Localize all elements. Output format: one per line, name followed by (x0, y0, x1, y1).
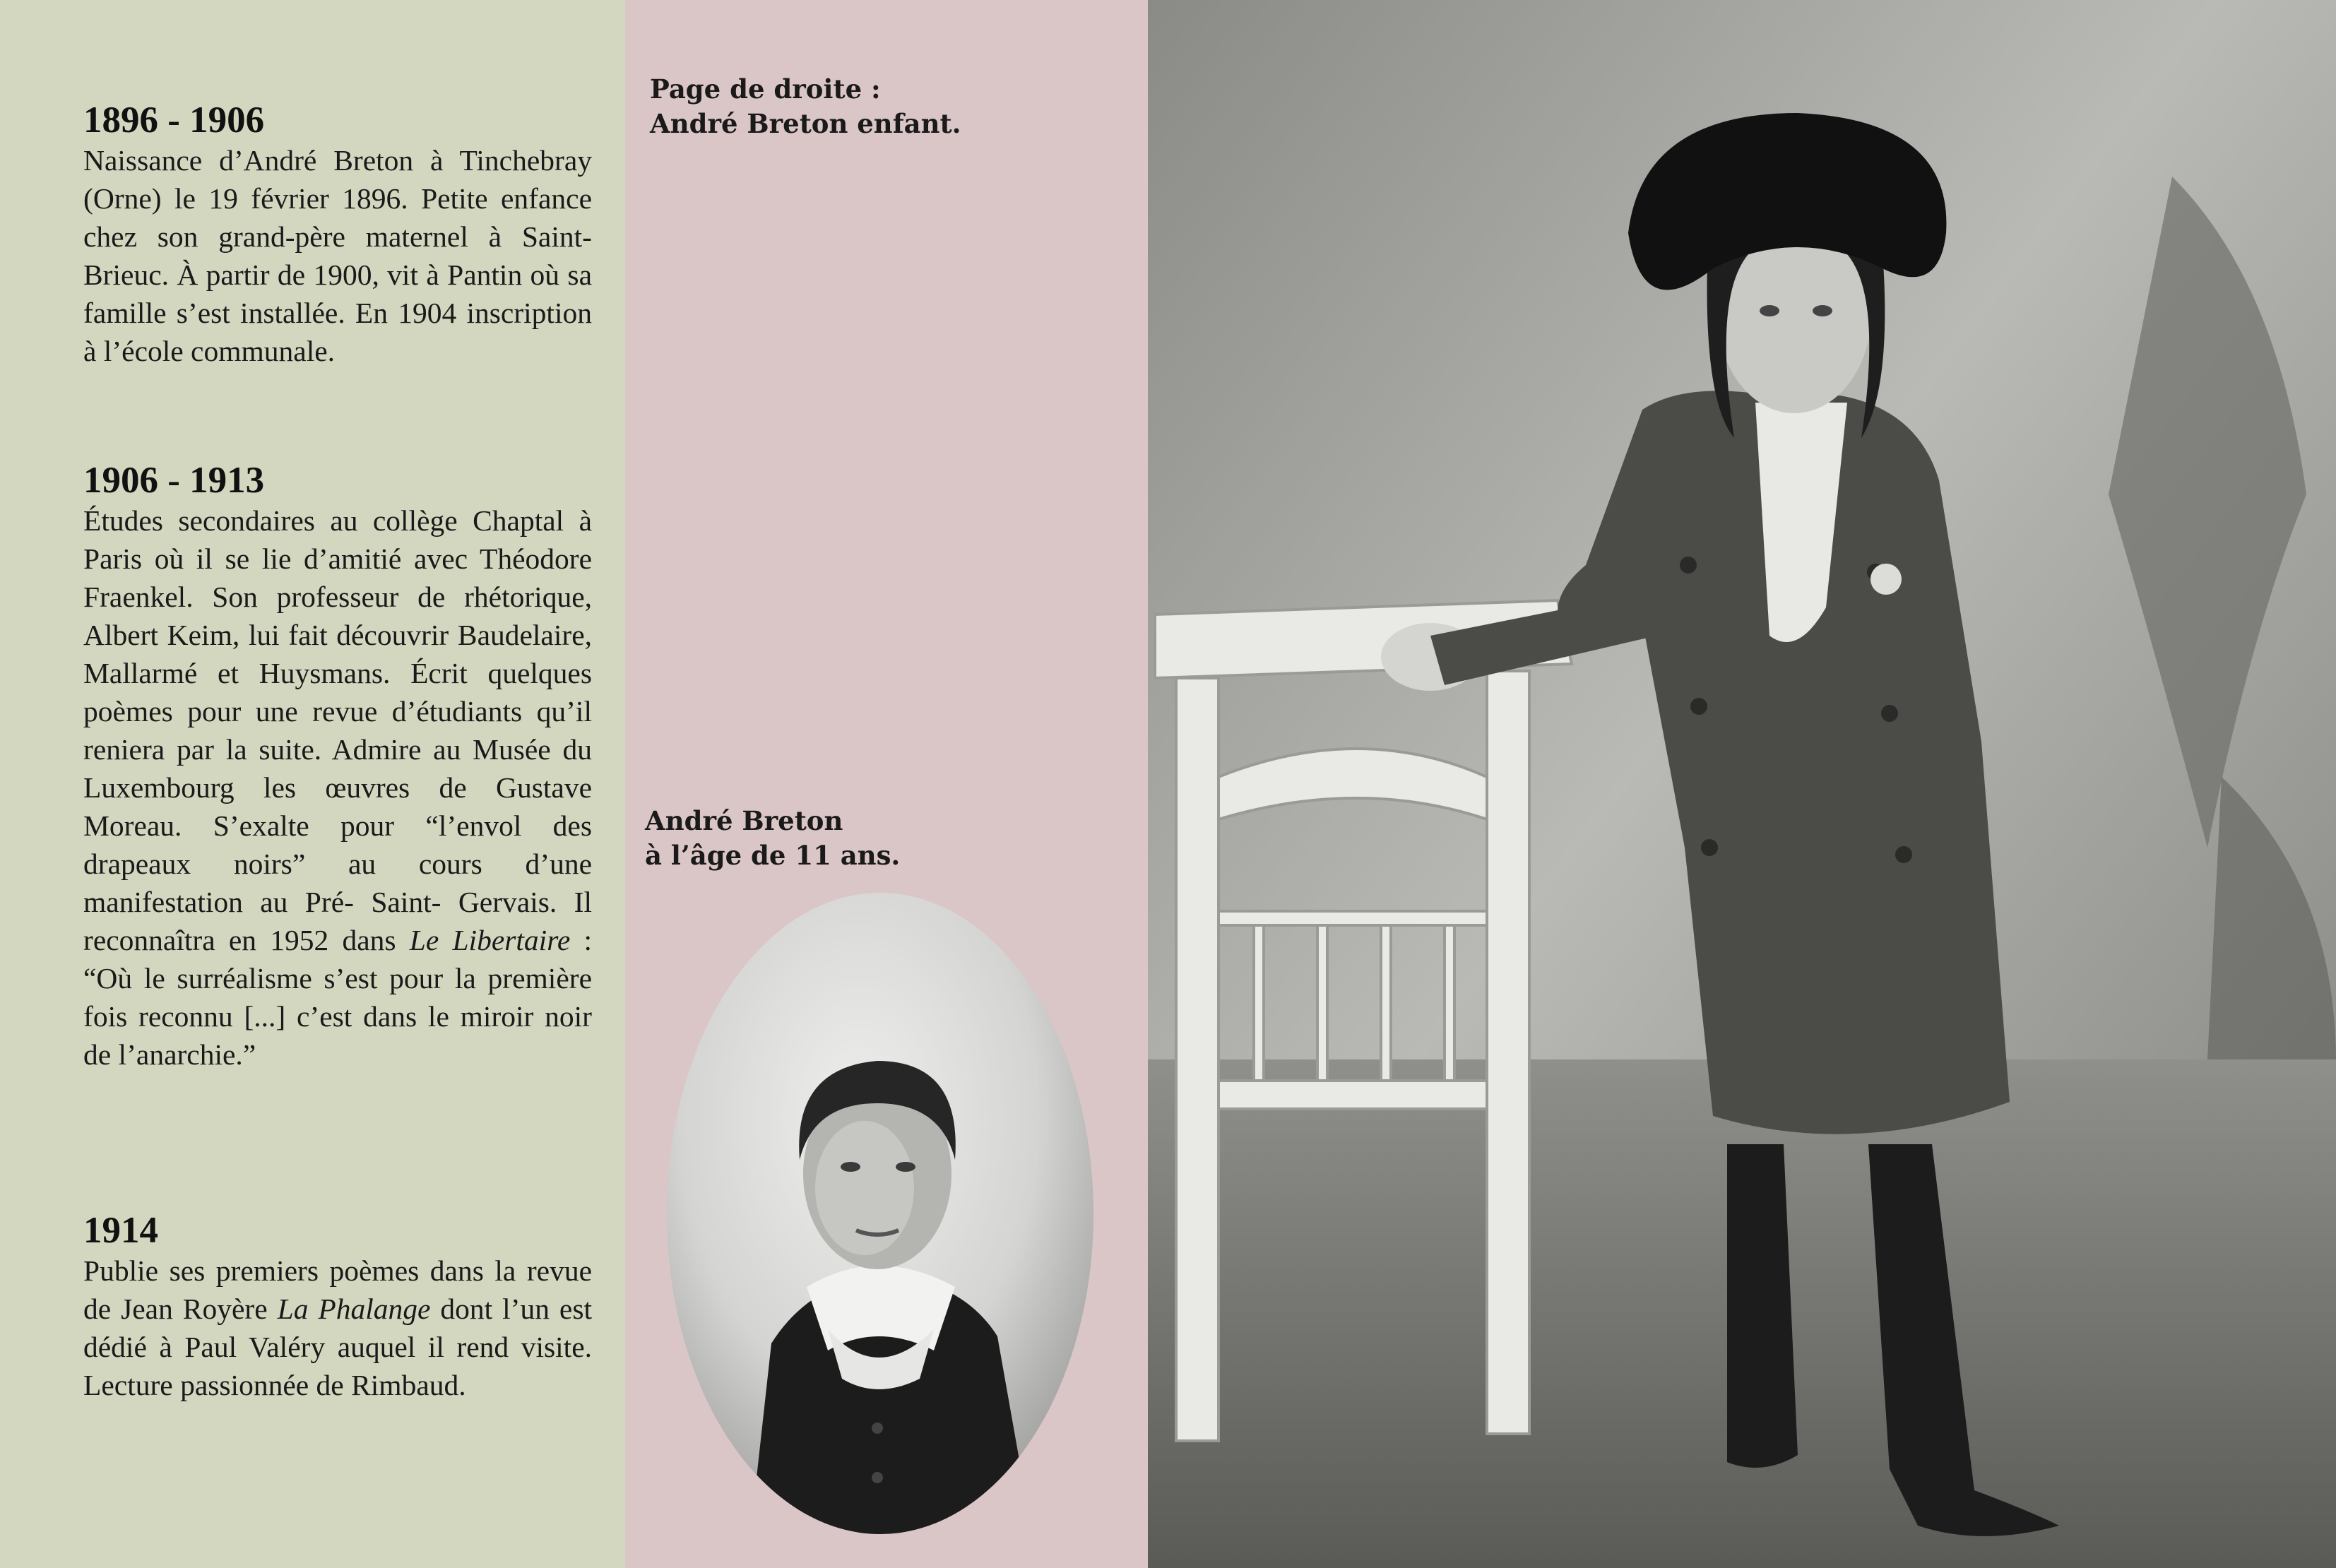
entry-italic-title: Le Libertaire (409, 924, 571, 956)
portrait-caption (645, 804, 900, 873)
right-page-caption (650, 72, 961, 141)
timeline-entry (83, 459, 592, 1074)
entry-text-end: : “Où le surréalisme s’est pour la première fois reconnu [...] c’est dans le miroir noir de l’anarchie.” (83, 924, 592, 1071)
timeline-entry (83, 1209, 592, 1404)
entry-text-end: dont l’un est dédié à Paul Valéry auquel il rend visite. Lecture passionnée de Rimbaud. (83, 1293, 593, 1401)
oval-portrait-photo (665, 891, 1095, 1536)
entry-text (83, 501, 592, 1074)
entry-text-start: Études secondaires au collège Chaptal à Paris où il se lie d’amitié avec Théodore Fraenkel. Son professeur de rhétorique, Albert Keim, lui fait découvrir Baudelaire, Mallarmé et Huysmans. Écrit quelques poèmes pour une revue d’étudiants qu’il reniera par la suite. Admire au Musée du Luxembourg les œuvres de Gustave Moreau. S’exalte pour “l’envol des drapeaux noirs” au cours d’une manifestation au Pré- Saint- Gervais. Il reconnaîtra en 1952 dans (83, 504, 592, 956)
caption-line: Page de droite : (650, 73, 881, 105)
entry-text: Naissance d’André Breton à Tinchebray (Orne) le 19 février 1896. Petite enfance chez son grand-père maternel à Saint- Brieuc. À partir de 1900, vit à Pantin où sa famille s’est installée. En 1904 inscription à l’école communale. (83, 144, 592, 367)
caption-line: André Breton (645, 805, 843, 836)
entry-years: 1906 - 1913 (83, 460, 265, 501)
entry-text (83, 1252, 592, 1404)
entry-italic-title: La Phalange (277, 1293, 431, 1325)
entry-text-start: Publie ses premiers poèmes dans la revue de Jean Royère (83, 1254, 592, 1325)
entry-years: 1914 (83, 1210, 158, 1251)
caption-line: André Breton enfant. (650, 108, 961, 139)
child-photo (1148, 0, 2336, 1568)
entry-years: 1896 - 1906 (83, 100, 265, 141)
timeline-panel (0, 0, 625, 1568)
timeline-entry (83, 99, 592, 370)
large-photo-panel (1148, 0, 2336, 1568)
caption-line: à l’âge de 11 ans. (645, 840, 901, 871)
